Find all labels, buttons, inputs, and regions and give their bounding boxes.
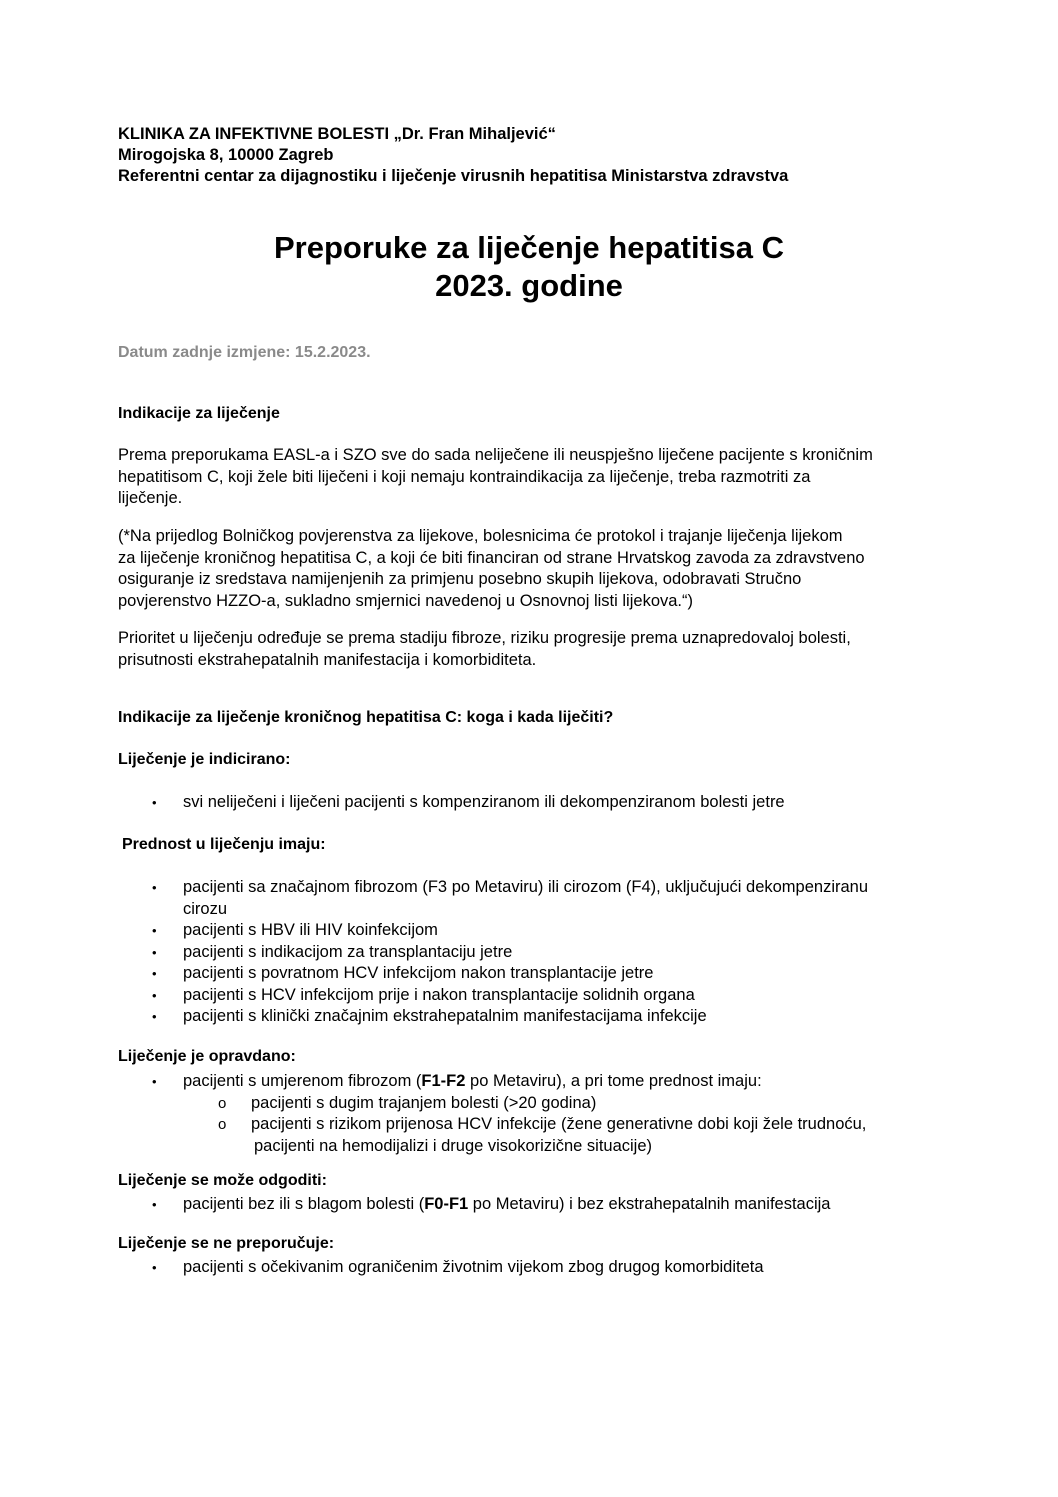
text-line: za liječenje kroničnog hepatitisa C, a koji će biti financiran od strane Hrvatskog zavoda za zdravstveno bbox=[118, 548, 865, 567]
text-line: (*Na prijedlog Bolničkog povjerenstva za lijekove, bolesnicima će protokol i trajanje liječenja lijekom bbox=[118, 527, 843, 545]
list-item: • pacijenti s HBV ili HIV koinfekcijom bbox=[118, 920, 868, 942]
last-modified-date: Datum zadnje izmjene: 15.2.2023. bbox=[118, 344, 371, 361]
label-indicated: Liječenje je indicirano: bbox=[118, 751, 291, 768]
section-heading-indications: Indikacije za liječenje bbox=[118, 405, 280, 422]
bullet-icon: • bbox=[152, 966, 157, 981]
circle-bullet-icon: o bbox=[218, 1094, 227, 1112]
text-line: prisutnosti ekstrahepatalnih manifestacija i komorbiditeta. bbox=[118, 650, 537, 669]
list-item: • pacijenti sa značajnom fibrozom (F3 po Metaviru) ili cirozom (F4), uključujući dekompenziranu cirozu bbox=[152, 878, 869, 918]
list-item: • pacijenti s HCV infekcijom prije i nakon transplantacije solidnih organa bbox=[118, 985, 868, 1007]
text-line: Prema preporukama EASL-a i SZO sve do sada neliječene ili neuspješno liječene pacijente s kroničnim bbox=[118, 446, 873, 464]
text-line: liječenje. bbox=[118, 489, 183, 507]
bullet-icon: • bbox=[152, 795, 157, 810]
list-item: • pacijenti s očekivanim ograničenim životnim vijekom zbog drugog komorbiditeta bbox=[118, 1257, 764, 1279]
bullet-icon: • bbox=[152, 1197, 157, 1212]
list-priority bbox=[0, 877, 869, 1028]
institution-name: KLINIKA ZA INFEKTIVNE BOLESTI „Dr. Fran Mihaljević“ bbox=[118, 125, 556, 143]
list-deferred bbox=[0, 1194, 831, 1216]
label-priority: Prednost u liječenju imaju: bbox=[122, 836, 326, 853]
paragraph-easl bbox=[118, 445, 968, 510]
list-item: • pacijenti s indikacijom za transplantaciju jetre bbox=[118, 942, 868, 964]
list-item: • pacijenti s umjerenom fibrozom (F1-F2 po Metaviru), a pri tome prednost imaju: o pacijenti s dugim trajanjem bolesti (>20 godina) o pacijenti s rizikom prijenosa HCV infekcije (žene generativne dobi koji žele trudnoću, pacijenti na hemodijalizi i druge visokorizične situacije) bbox=[118, 1071, 866, 1157]
bullet-icon: • bbox=[152, 1260, 157, 1275]
bullet-icon: • bbox=[152, 987, 157, 1003]
list-item: • pacijenti bez ili s blagom bolesti (F0-F1 po Metaviru) i bez ekstrahepatalnih manifestacija bbox=[118, 1194, 831, 1216]
bullet-icon: • bbox=[152, 923, 157, 938]
text-line: hepatitisom C, koji žele biti liječeni i koji nemaju kontraindikacija za liječenje, treba razmotriti za bbox=[118, 467, 811, 486]
text-line: osiguranje iz sredstava namijenjenih za primjenu posebno skupih lijekova, odobravati Stručno bbox=[118, 570, 802, 588]
paragraph-committee bbox=[118, 526, 968, 612]
document-title-line2: 2023. godine bbox=[435, 268, 623, 303]
document-title-line1: Preporuke za liječenje hepatitisa C bbox=[274, 230, 784, 265]
circle-bullet-icon: o bbox=[218, 1116, 227, 1133]
bullet-icon: • bbox=[152, 880, 157, 895]
institution-address: Mirogojska 8, 10000 Zagreb bbox=[118, 146, 334, 164]
bullet-icon: • bbox=[152, 1009, 157, 1024]
list-justified bbox=[0, 1071, 867, 1157]
bullet-icon: • bbox=[152, 944, 157, 960]
text-line: Prioritet u liječenju određuje se prema stadiju fibroze, riziku progresije prema uznapredovaloj bolesti, bbox=[118, 629, 851, 647]
label-deferred: Liječenje se može odgoditi: bbox=[118, 1172, 327, 1189]
bullet-icon: • bbox=[152, 1074, 157, 1089]
sub-list-item: o pacijenti s rizikom prijenosa HCV infekcije (žene generativne dobi koji žele trudnoću, pacijenti na hemodijalizi i druge visokorizične situacije) bbox=[218, 1115, 867, 1155]
list-item: • pacijenti s povratnom HCV infekcijom nakon transplantacije jetre bbox=[118, 963, 868, 985]
label-justified: Liječenje je opravdano: bbox=[118, 1048, 296, 1065]
list-item: • svi neliječeni i liječeni pacijenti s kompenziranom ili dekompenziranom bolesti jetre bbox=[118, 792, 785, 814]
list-item: • pacijenti s klinički značajnim ekstrahepatalnim manifestacijama infekcije bbox=[118, 1006, 868, 1028]
text-line: povjerenstvo HZZO-a, sukladno smjernici navedenoj u Osnovnoj listi lijekova.“) bbox=[118, 591, 693, 610]
label-not-recommended: Liječenje se ne preporučuje: bbox=[118, 1235, 335, 1252]
sublist-justified bbox=[183, 1093, 866, 1158]
sub-list-item: o pacijenti s dugim trajanjem bolesti (>20 godina) bbox=[183, 1093, 866, 1115]
list-not-recommended bbox=[0, 1257, 764, 1279]
section-heading-who-when: Indikacije za liječenje kroničnog hepatitisa C: koga i kada liječiti? bbox=[118, 709, 614, 726]
reference-center: Referentni centar za dijagnostiku i liječenje virusnih hepatitisa Ministarstva zdravstva bbox=[118, 167, 789, 185]
list-indicated bbox=[0, 792, 785, 814]
paragraph-priority bbox=[118, 628, 968, 671]
